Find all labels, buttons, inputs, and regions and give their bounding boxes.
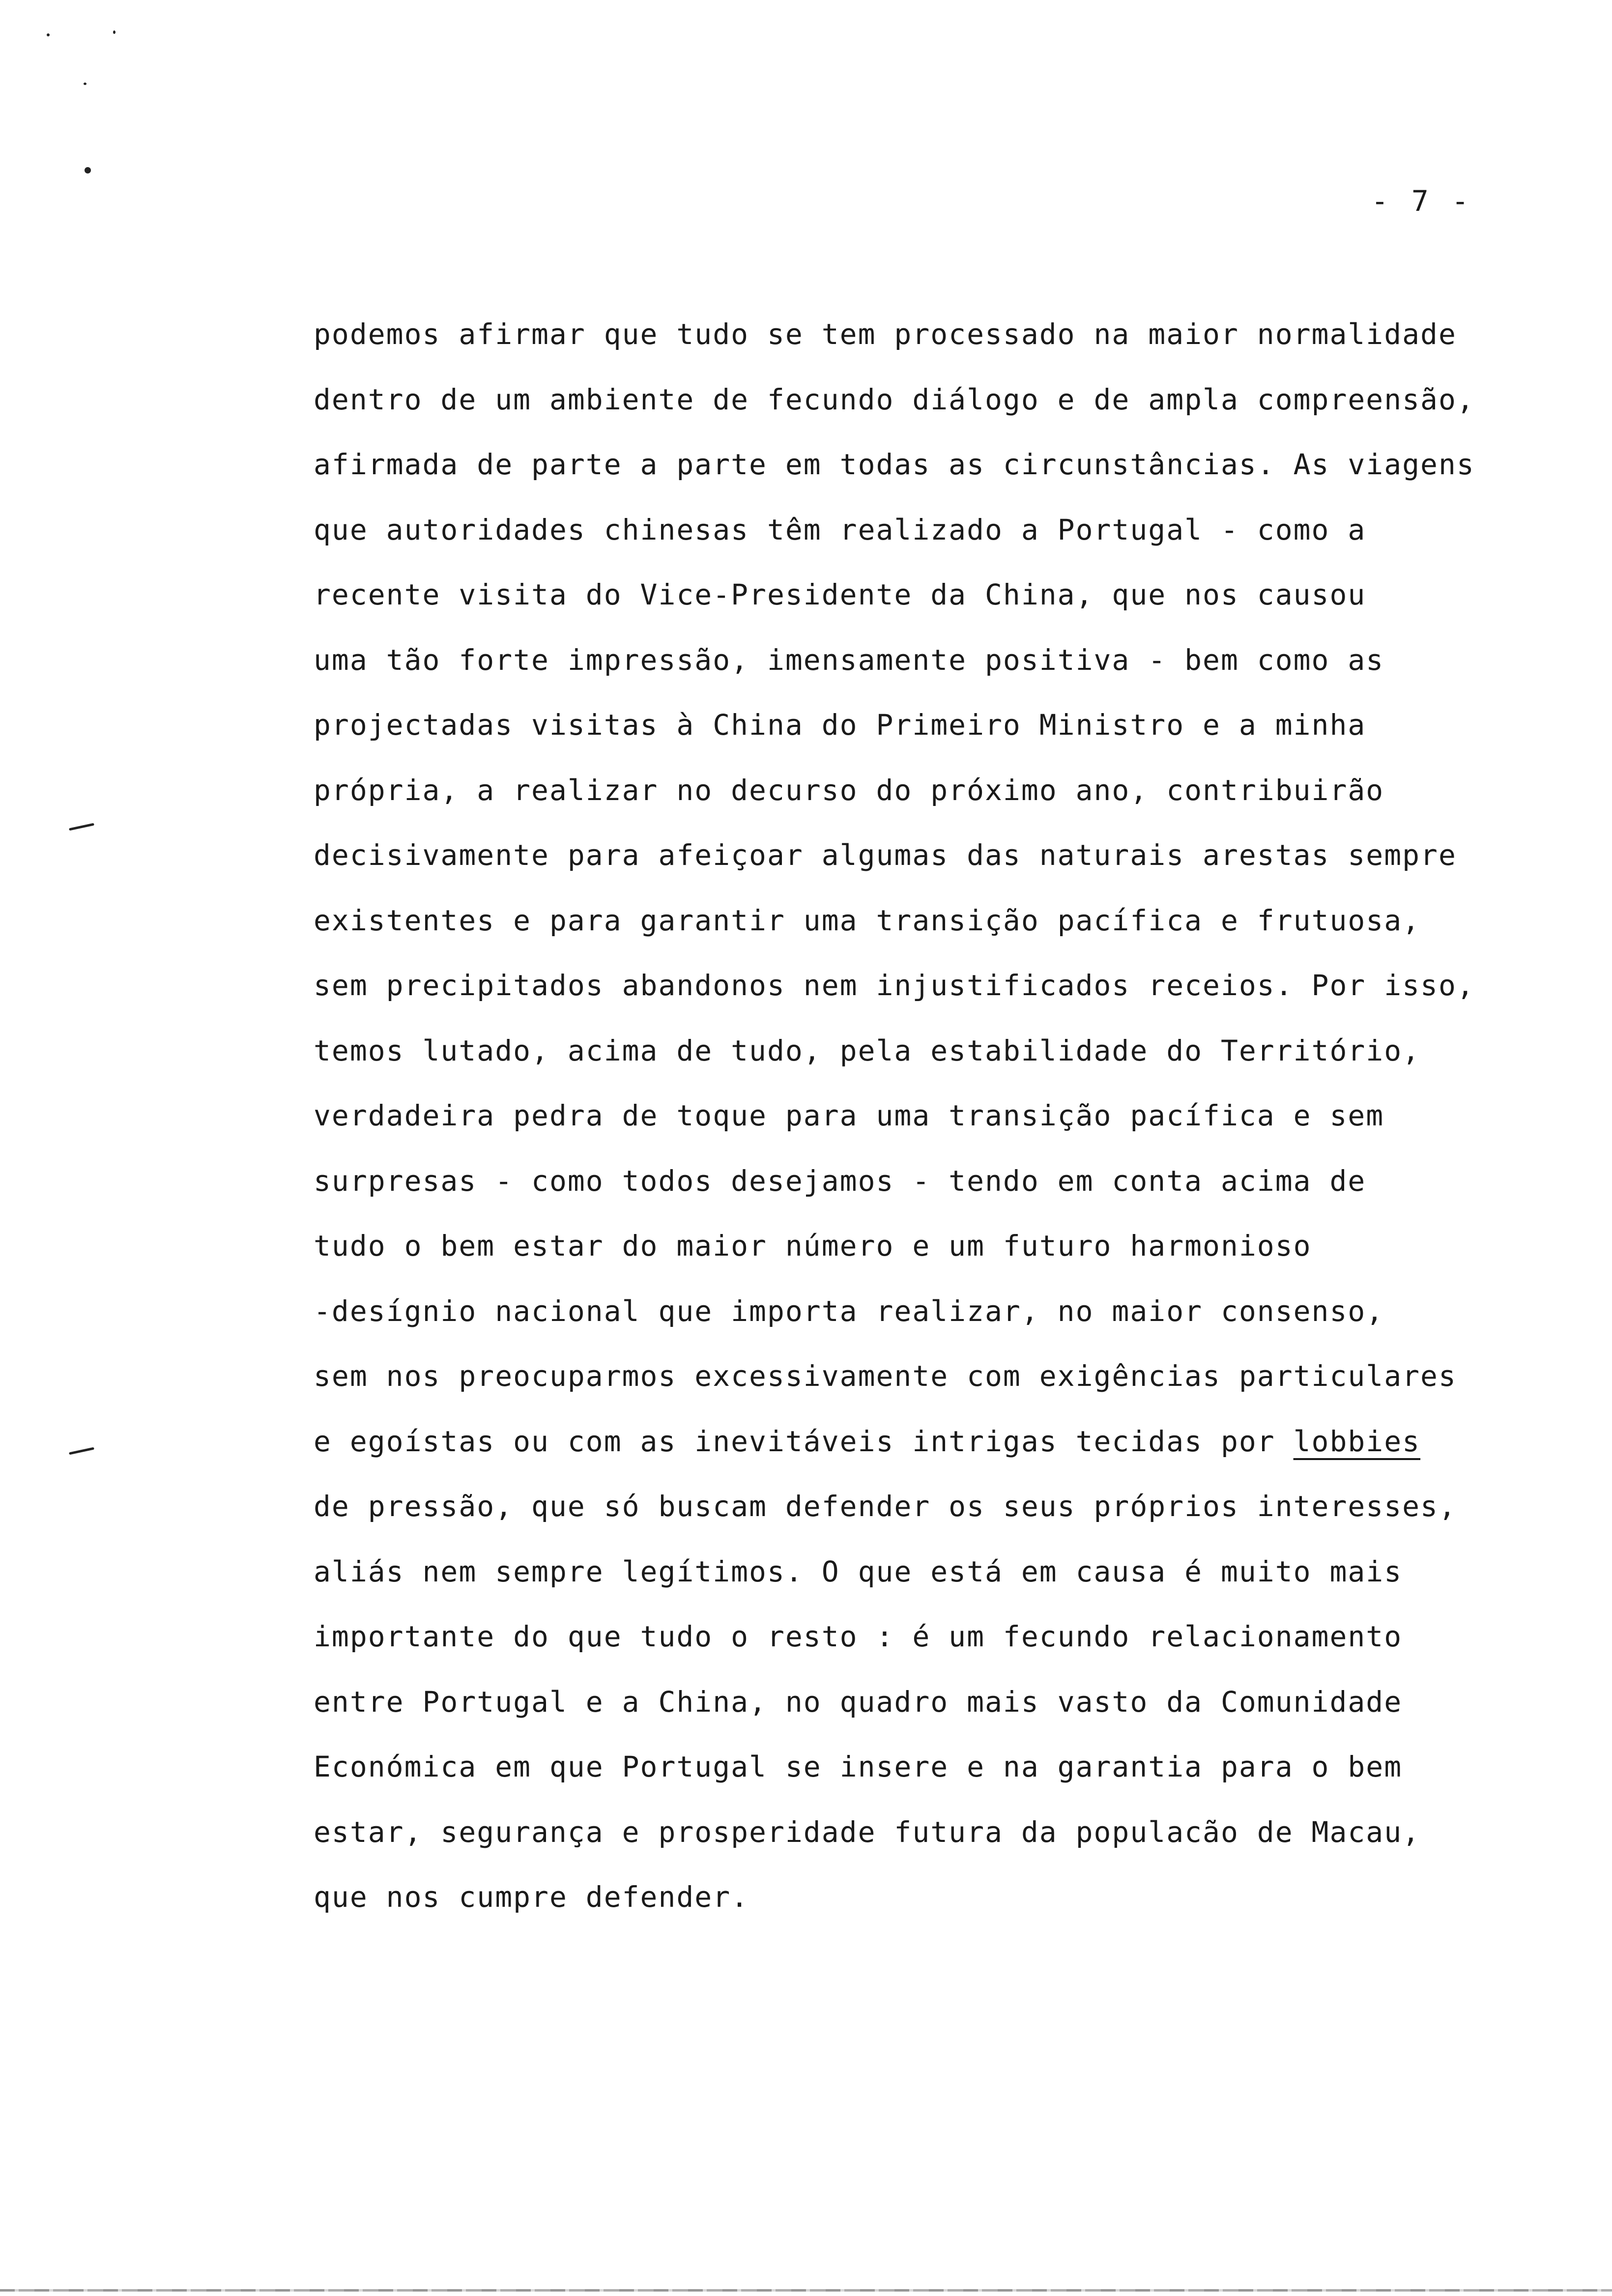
text-line: sem nos preocuparmos excessivamente com exigências particulares — [314, 1359, 1457, 1393]
text-line: recente visita do Vice-Presidente da China, que nos causou — [314, 578, 1366, 611]
text-line: afirmada de parte a parte em todas as circunstâncias. As viagens — [314, 448, 1475, 481]
text-line: que autoridades chinesas têm realizado a Portugal - como a — [314, 513, 1366, 546]
page-number: - 7 - — [1371, 184, 1472, 218]
text-line: decisivamente para afeiçoar algumas das naturais arestas sempre — [314, 838, 1457, 872]
text-line: verdadeira pedra de toque para uma transição pacífica e sem — [314, 1099, 1384, 1132]
text-line: estar, segurança e prosperidade futura da populacão de Macau, — [314, 1815, 1421, 1849]
margin-punch-mark — [69, 1447, 94, 1455]
scan-speck — [113, 30, 115, 34]
text-line: projectadas visitas à China do Primeiro Ministro e a minha — [314, 708, 1366, 742]
text-line: podemos afirmar que tudo se tem processado na maior normalidade — [314, 317, 1457, 351]
text-line: uma tão forte impressão, imensamente positiva - bem como as — [314, 643, 1384, 677]
text-line: tudo o bem estar do maior número e um futuro harmonioso — [314, 1229, 1312, 1263]
text-line: aliás nem sempre legítimos. O que está em causa é muito mais — [314, 1554, 1403, 1588]
text-line: entre Portugal e a China, no quadro mais vasto da Comunidade — [314, 1685, 1403, 1719]
text-line: importante do que tudo o resto : é um fecundo relacionamento — [314, 1620, 1403, 1653]
text-line: surpresas - como todos desejamos - tendo em conta acima de — [314, 1164, 1366, 1198]
scan-speck — [84, 83, 86, 85]
text-line: existentes e para garantir uma transição pacífica e frutuosa, — [314, 903, 1421, 937]
text-segment: e egoístas ou com as inevitáveis intrigas tecidas por — [314, 1424, 1294, 1458]
text-line: -desígnio nacional que importa realizar, no maior consenso, — [314, 1294, 1384, 1328]
scan-speck — [85, 167, 91, 173]
text-line: própria, a realizar no decurso do próximo ano, contribuirão — [314, 773, 1384, 807]
margin-punch-mark — [69, 823, 94, 831]
text-line — [314, 1422, 1601, 1487]
text-line: que nos cumpre defender. — [314, 1880, 749, 1914]
text-line: de pressão, que só buscam defender os seus próprios interesses, — [314, 1490, 1457, 1523]
scan-speck — [47, 33, 50, 36]
text-line: sem precipitados abandonos nem injustificados receios. Por isso, — [314, 969, 1475, 1002]
text-line: dentro de um ambiente de fecundo diálogo e de ampla compreensão, — [314, 382, 1475, 416]
text-line: temos lutado, acima de tudo, pela estabilidade do Território, — [314, 1033, 1421, 1067]
text-line: Económica em que Portugal se insere e na garantia para o bem — [314, 1750, 1403, 1783]
underlined-term: lobbies — [1293, 1424, 1421, 1458]
scan-bottom-edge — [0, 2289, 1612, 2292]
body-text — [314, 315, 1601, 1943]
